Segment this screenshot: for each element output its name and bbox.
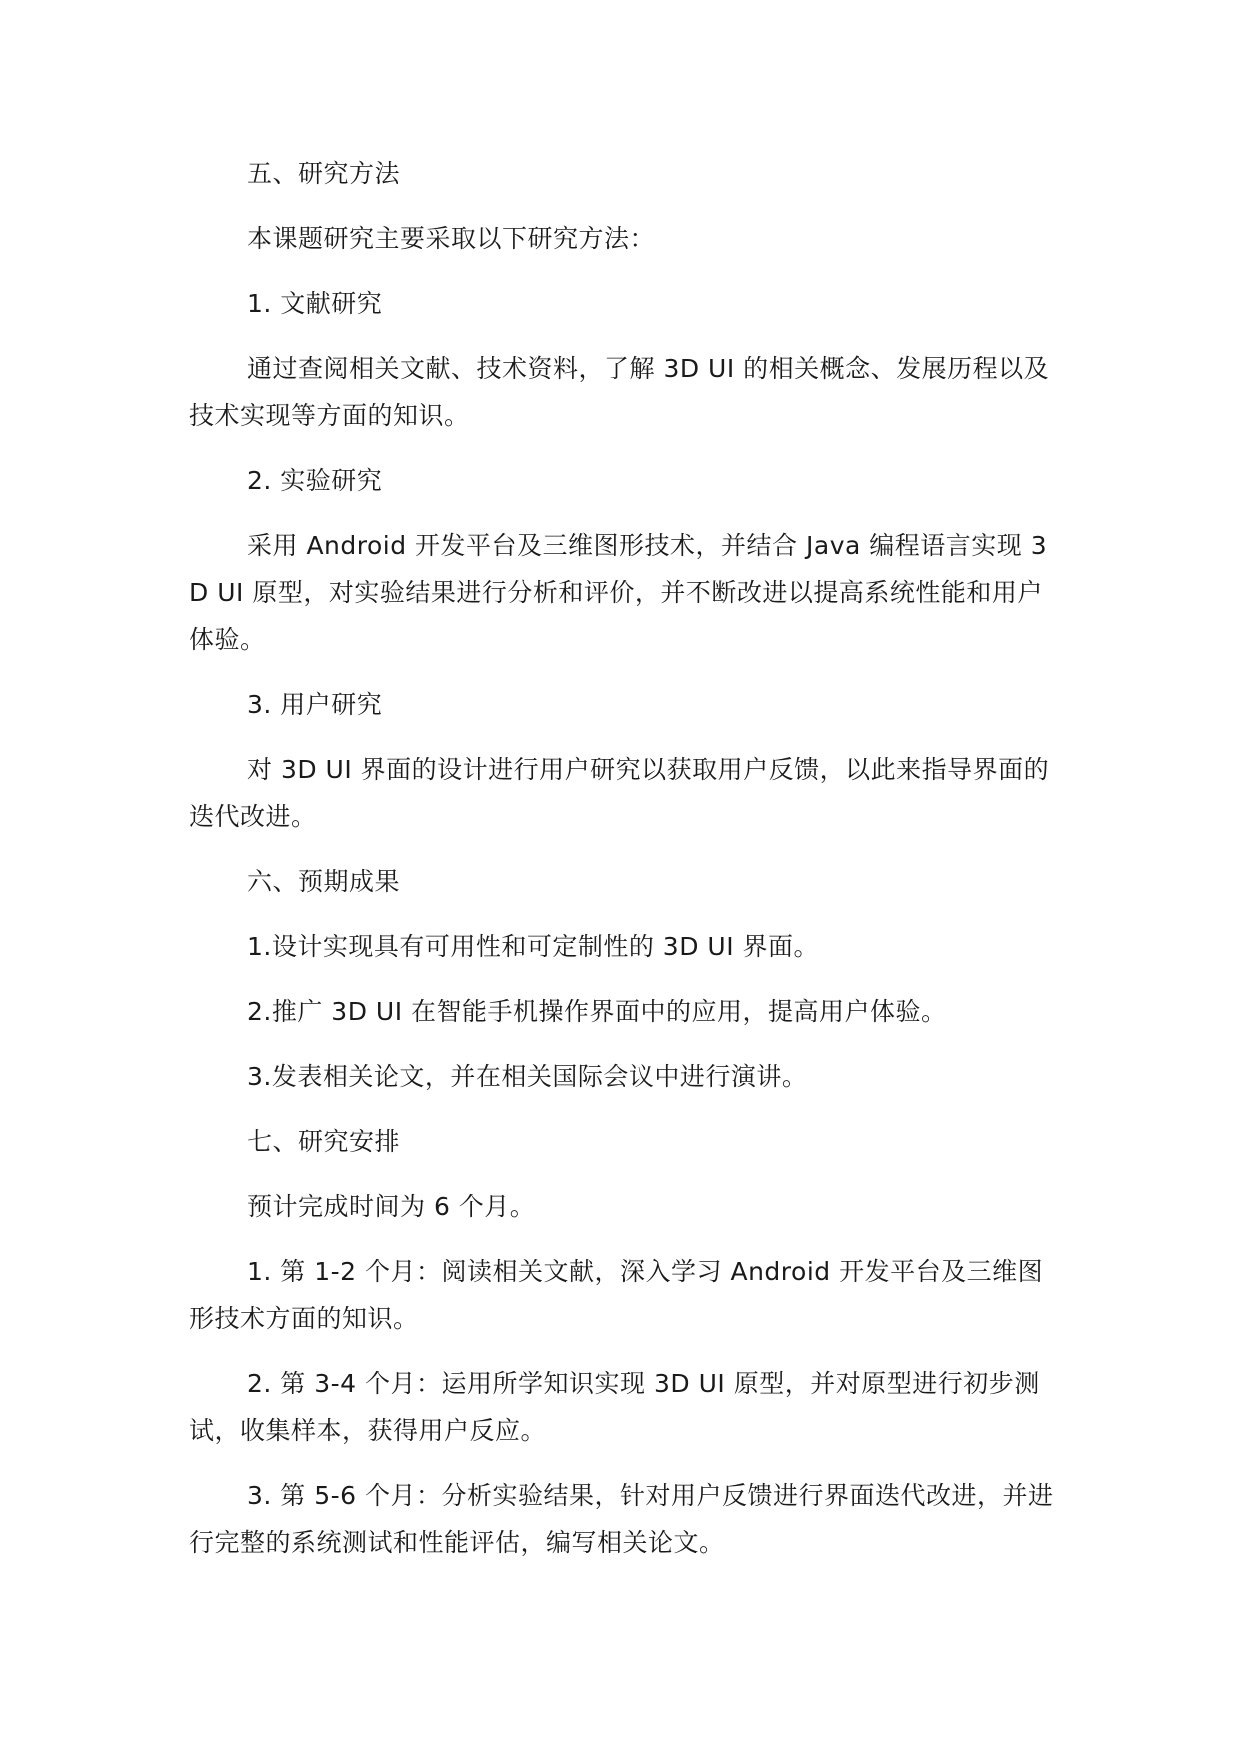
expected-result-item: 1.设计实现具有可用性和可定制性的 3D UI 界面。 — [247, 932, 820, 961]
paragraph-methods-intro: 本课题研究主要采取以下研究方法： — [247, 224, 656, 253]
paragraph-user-research: 对 3D UI 界面的设计进行用户研究以获取用户反馈，以此来指导界面的迭代改进。 — [189, 755, 1050, 831]
section-heading-expected-results: 六、预期成果 — [247, 867, 401, 896]
schedule-item: 3. 第 5-6 个月：分析实验结果，针对用户反馈进行界面迭代改进，并进行完整的系统测试和性能评估，编写相关论文。 — [189, 1481, 1054, 1557]
subheading-user-research: 3. 用户研究 — [247, 690, 383, 719]
paragraph-experimental-research: 采用 Android 开发平台及三维图形技术，并结合 Java 编程语言实现 3D UI 原型，对实验结果进行分析和评价，并不断改进以提高系统性能和用户体验。 — [189, 531, 1048, 654]
paragraph-schedule-intro: 预计完成时间为 6 个月。 — [247, 1192, 536, 1221]
subheading-literature-research: 1. 文献研究 — [247, 289, 383, 318]
expected-result-item: 2.推广 3D UI 在智能手机操作界面中的应用，提高用户体验。 — [247, 997, 947, 1026]
schedule-item: 1. 第 1-2 个月：阅读相关文献，深入学习 Android 开发平台及三维图形技术方面的知识。 — [189, 1257, 1044, 1333]
expected-result-item: 3.发表相关论文，并在相关国际会议中进行演讲。 — [247, 1062, 808, 1091]
subheading-experimental-research: 2. 实验研究 — [247, 466, 383, 495]
paragraph-literature-research: 通过查阅相关文献、技术资料，了解 3D UI 的相关概念、发展历程以及技术实现等方面的知识。 — [189, 354, 1050, 430]
section-heading-methods: 五、研究方法 — [247, 159, 401, 188]
section-heading-schedule: 七、研究安排 — [247, 1127, 401, 1156]
schedule-item: 2. 第 3-4 个月：运用所学知识实现 3D UI 原型，并对原型进行初步测试，收集样本，获得用户反应。 — [189, 1369, 1040, 1445]
document-body — [189, 150, 1059, 1566]
